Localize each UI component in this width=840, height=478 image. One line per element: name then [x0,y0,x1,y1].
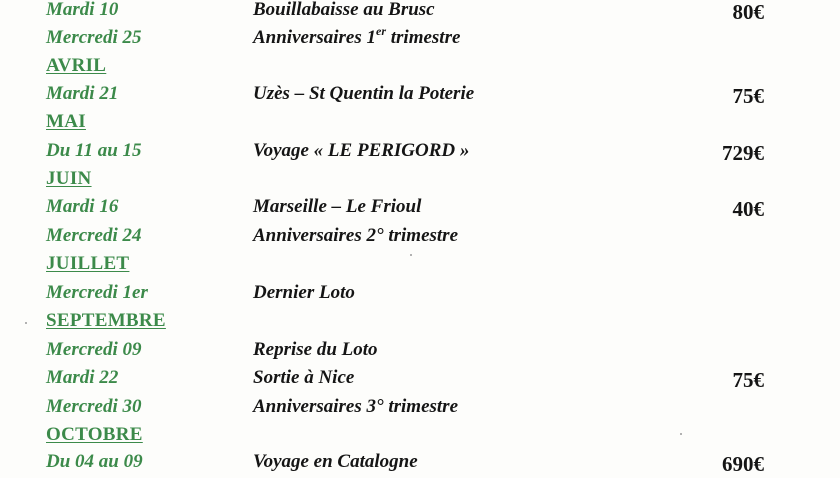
schedule-row [0,395,840,423]
schedule-row [0,139,840,167]
schedule-row [0,82,840,110]
event-title: Marseille – Le Frioul [253,196,422,217]
event-title: Voyage « LE PERIGORD » [253,140,470,161]
event-date: Mardi 10 [46,0,119,20]
schedule-row [0,281,840,309]
event-title-text: trimestre [386,27,461,48]
event-title: Bouillabaisse au Brusc [253,0,435,20]
event-title: Anniversaires 2° trimestre [253,225,459,246]
event-title: Anniversaires 3° trimestre [253,396,459,417]
event-date: Mercredi 24 [46,225,142,246]
month-heading-row [0,54,840,82]
event-price: 80€ [732,0,764,24]
event-date: Mardi 21 [46,83,119,104]
event-date: Du 04 au 09 [46,451,143,472]
event-title: Voyage en Catalogne [253,451,418,472]
event-date: Mercredi 1er [46,282,148,303]
month-heading: AVRIL [46,55,107,76]
month-heading: OCTOBRE [46,424,143,445]
schedule-row [0,224,840,252]
ordinal-superscript: er [376,23,386,38]
event-title: Dernier Loto [253,282,355,303]
event-date: Mardi 22 [46,367,119,388]
event-title: Sortie à Nice [253,367,355,388]
scan-speck [25,322,27,324]
event-price: 690€ [722,452,764,476]
schedule-row [0,450,840,478]
event-date: Mardi 16 [46,196,119,217]
schedule-row [0,366,840,394]
event-date: Mercredi 09 [46,339,142,360]
schedule-row [0,0,840,26]
month-heading-row [0,309,840,337]
month-heading-row [0,110,840,138]
event-title [253,23,461,50]
month-heading: MAI [46,111,86,132]
schedule-row [0,338,840,366]
event-price: 40€ [732,197,764,221]
event-date: Mercredi 30 [46,396,142,417]
month-heading: SEPTEMBRE [46,310,166,331]
event-title: Uzès – St Quentin la Poterie [253,83,475,104]
event-title: Reprise du Loto [253,339,378,360]
month-heading-row [0,167,840,195]
month-heading: JUILLET [46,253,130,274]
month-heading-row [0,423,840,451]
event-price: 75€ [732,368,764,392]
event-price: 729€ [722,141,764,165]
event-date: Du 11 au 15 [46,140,142,161]
event-title-text: Anniversaires 1 [253,27,376,48]
schedule-row [0,23,840,54]
month-heading-row [0,252,840,280]
month-heading: JUIN [46,168,92,189]
schedule-row [0,195,840,223]
scan-speck [410,254,412,256]
event-date: Mercredi 25 [46,27,142,48]
scan-speck [680,433,682,435]
event-price: 75€ [732,84,764,108]
